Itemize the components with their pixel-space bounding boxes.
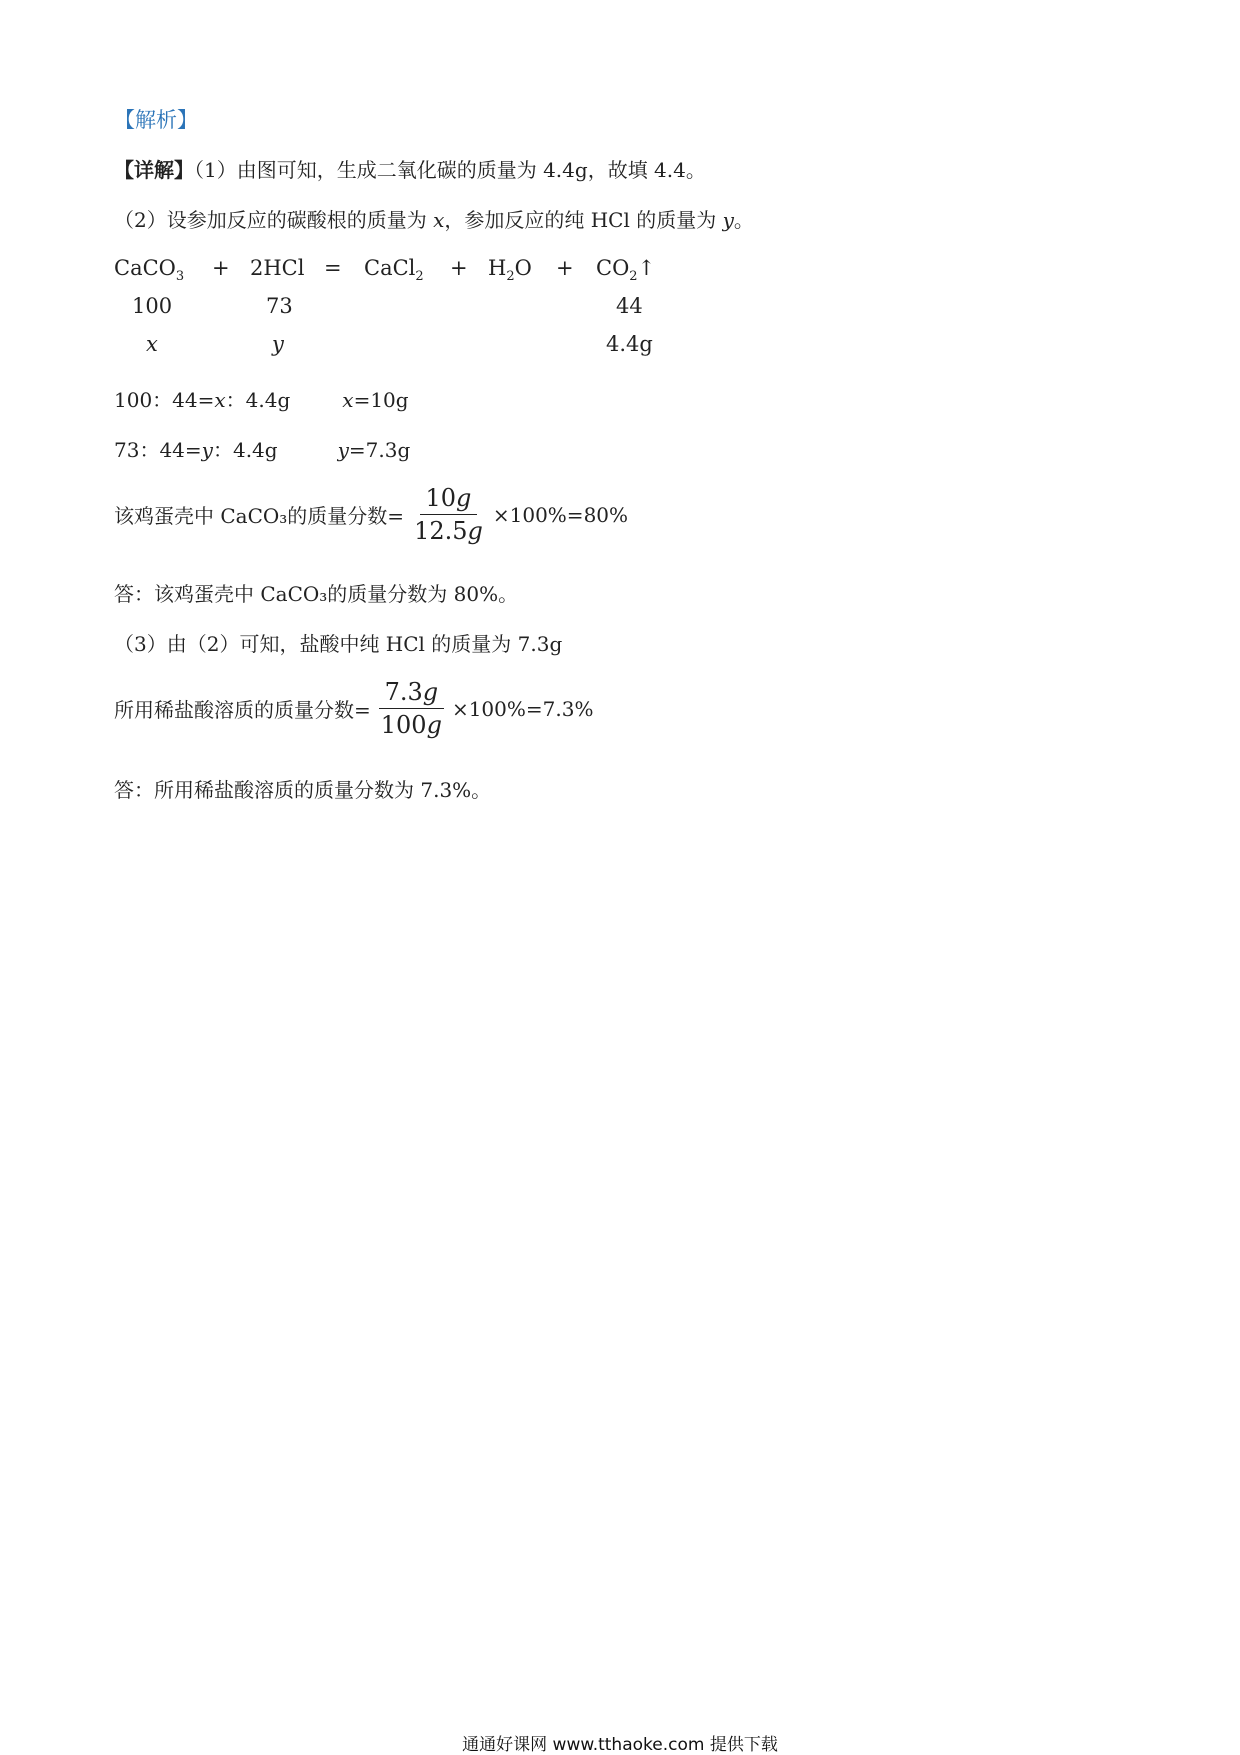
answer-2: 答：所用稀盐酸溶质的质量分数为 7.3%。	[114, 778, 492, 802]
ratio-line-2: 73：44=y：4.4g y=7.3g	[114, 438, 411, 462]
footer-text: 通通好课网 www.tthaoke.com 提供下载	[462, 1735, 778, 1755]
eq-plus-3: +	[556, 256, 574, 280]
eq-plus-1: +	[212, 256, 230, 280]
detail-tag: 【详解】	[114, 158, 194, 182]
eq-cacl2: CaCl$_2$	[364, 256, 424, 285]
var-y: y	[722, 208, 734, 232]
calc1-tail: ×100%=80%	[492, 502, 629, 527]
p2-text-b: ，参加反应的纯 HCl 的质量为	[444, 208, 723, 232]
fraction-1: $\frac{10g}{12.5g}$	[414, 484, 483, 545]
eq-r1-caco3: 100	[132, 294, 173, 318]
eq-r1-hcl: 73	[266, 294, 293, 318]
eq-r1-co2: 44	[616, 294, 643, 318]
eq-hcl: 2HCl	[250, 256, 305, 280]
eq-r2-hcl: y	[272, 332, 284, 356]
eq-r2-co2: 4.4g	[606, 332, 653, 356]
ratio-line-1: 100：44=x：4.4g x=10g	[114, 388, 409, 412]
eq-plus-2: +	[450, 256, 468, 280]
eq-h2o: $H_2O$	[488, 256, 532, 285]
answer-1: 答：该鸡蛋壳中 CaCO₃的质量分数为 80%。	[114, 582, 519, 606]
eq-co2: $CO_2↑$	[596, 256, 656, 285]
var-x: x	[433, 208, 445, 232]
section-heading: 【解析】	[114, 108, 198, 132]
fraction-2: $\frac{7.3g}{100g}$	[375, 678, 448, 739]
detail-text-1: （1）由图可知，生成二氧化碳的质量为 4.4g，故填 4.4。	[194, 158, 706, 182]
up-arrow-icon: ↑	[637, 256, 656, 280]
calc2-label: 所用稀盐酸溶质的质量分数=	[114, 698, 371, 722]
calc-line-2	[114, 678, 593, 739]
p2-text-c: 。	[733, 208, 754, 232]
detail-paragraph-1	[114, 154, 706, 183]
eq-equals: =	[324, 256, 342, 280]
detail-paragraph-2	[114, 204, 754, 233]
calc1-label: 该鸡蛋壳中 CaCO₃的质量分数=	[114, 504, 405, 528]
eq-caco3: CaCO$_3$	[114, 256, 185, 285]
p2-text-a: （2）设参加反应的碳酸根的质量为	[114, 208, 434, 232]
calc-line-1	[114, 484, 628, 545]
eq-r2-caco3: x	[146, 332, 158, 356]
calc2-tail: ×100%=7.3%	[451, 696, 594, 721]
detail-paragraph-3: （3）由（2）可知，盐酸中纯 HCl 的质量为 7.3g	[114, 632, 563, 656]
